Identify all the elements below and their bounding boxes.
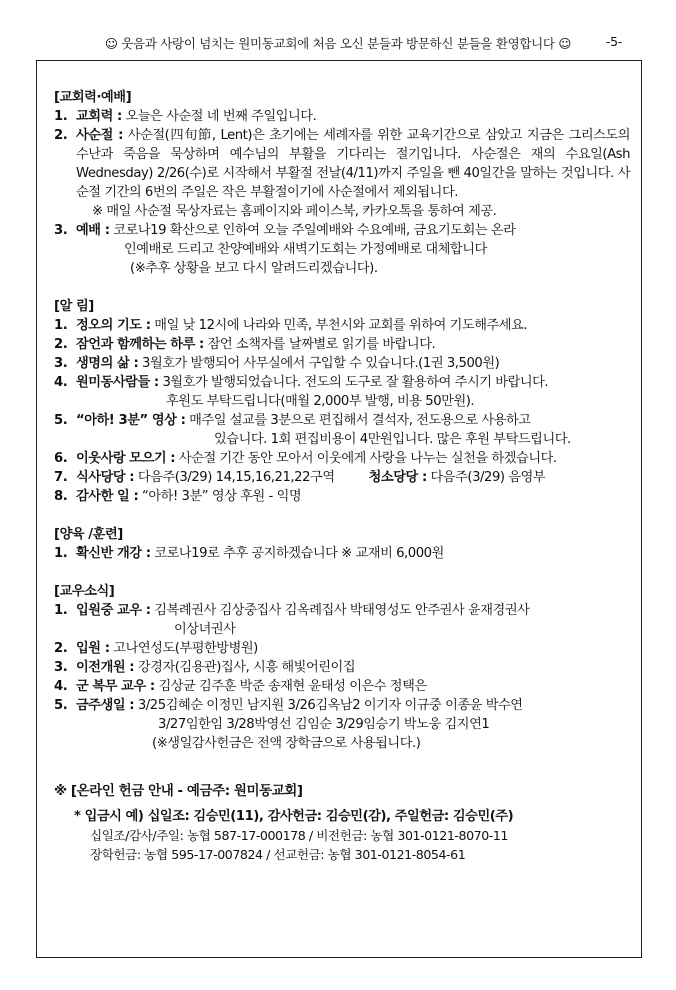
item-number: 2. bbox=[54, 337, 68, 352]
item-text: 매주일 설교를 3분으로 편집해서 결석자, 전도용으로 사용하고 bbox=[185, 413, 531, 428]
list-item bbox=[54, 373, 630, 392]
item-label: 확신반 개강 : bbox=[76, 546, 151, 561]
item-number: 2. bbox=[54, 128, 68, 143]
item-number: 1. bbox=[54, 109, 68, 124]
item-text: 잠언 소책자를 날짜별로 읽기를 바랍니다. bbox=[203, 337, 436, 352]
item-number: 3. bbox=[54, 223, 68, 238]
item-number: 8. bbox=[54, 489, 68, 504]
item-label: 생명의 삶 : bbox=[76, 356, 139, 371]
bulletin-content bbox=[54, 88, 630, 864]
list-item bbox=[54, 449, 630, 468]
list-item bbox=[54, 354, 630, 373]
item-continuation: 인예배로 드리고 찬양예배와 새벽기도회는 가정예배로 대체합니다 bbox=[124, 242, 487, 257]
item-text: 오늘은 사순절 네 번째 주일입니다. bbox=[121, 109, 317, 124]
item-label: 원미동사람들 : bbox=[76, 375, 159, 390]
item-label: 이웃사랑 모으기 : bbox=[76, 451, 176, 466]
item-label: 교회력 : bbox=[76, 109, 122, 124]
item-label: 이전개원 : bbox=[76, 660, 135, 675]
list-item bbox=[54, 316, 630, 335]
item-continuation: 이상녀권사 bbox=[174, 622, 236, 637]
item-text: 3월호가 발행되어 사무실에서 구입할 수 있습니다.(1권 3,500원) bbox=[138, 356, 500, 371]
list-item bbox=[54, 544, 630, 563]
item-text: “아하! 3분” 영상 후원 - 익명 bbox=[138, 489, 302, 504]
item-text: 다음주(3/29) 음영부 bbox=[426, 470, 546, 485]
list-item bbox=[54, 221, 630, 240]
item-note: (※생일감사헌금은 전액 장학금으로 사용됩니다.) bbox=[152, 736, 421, 751]
section-title-training: [양육 /훈련] bbox=[54, 527, 123, 542]
item-number: 1. bbox=[54, 546, 68, 561]
item-label: 식사당당 : bbox=[76, 470, 135, 485]
item-text: 김복례권사 김상중집사 김옥례집사 박태영성도 안주권사 윤재경권사 bbox=[150, 603, 530, 618]
item-number: 3. bbox=[54, 660, 68, 675]
item-text: 강경자(김용관)집사, 시흥 해빛어린이집 bbox=[134, 660, 356, 675]
item-label: “아하! 3분” 영상 : bbox=[76, 413, 186, 428]
list-item bbox=[54, 487, 630, 506]
list-item bbox=[54, 658, 630, 677]
item-continuation: 후원도 부탁드립니다(매월 2,000부 발행, 비용 50만원). bbox=[166, 394, 475, 409]
list-item bbox=[54, 601, 630, 620]
item-label: 입원 : bbox=[76, 641, 110, 656]
item-number: 6. bbox=[54, 451, 68, 466]
welcome-message: ☺ 웃음과 사랑이 넘치는 원미동교회에 처음 오신 분들과 방문하신 분들을 환영합니다 ☺ bbox=[104, 36, 572, 51]
item-continuation: 있습니다. 1회 편집비용이 4만원입니다. 많은 후원 부탁드립니다. bbox=[214, 432, 571, 447]
item-number: 4. bbox=[54, 375, 68, 390]
item-label: 사순절 : bbox=[76, 128, 123, 143]
offering-accounts-2: 장학헌금: 농협 595-17-007824 / 선교헌금: 농협 301-0121-8054-61 bbox=[90, 847, 466, 862]
item-text: 3/25김혜순 이정민 남지원 3/26김옥남2 이기자 이규중 이종윤 박수연 bbox=[134, 698, 523, 713]
item-text: 사순절 기간 동안 모아서 이웃에게 사랑을 나누는 실천을 하겠습니다. bbox=[175, 451, 557, 466]
item-number: 1. bbox=[54, 318, 68, 333]
item-number: 7. bbox=[54, 470, 68, 485]
list-item bbox=[54, 677, 630, 696]
offering-accounts-1: 십일조/감사/주일: 농협 587-17-000178 / 비전헌금: 농협 301-0121-8070-11 bbox=[90, 828, 508, 843]
item-text: 코로나19 확산으로 인하여 오늘 주일예배와 수요예배, 금요기도회는 온라 bbox=[109, 223, 516, 238]
list-item bbox=[54, 107, 630, 126]
item-number: 5. bbox=[54, 698, 68, 713]
section-title-notices: [알 림] bbox=[54, 299, 94, 314]
page-number: -5- bbox=[605, 34, 622, 49]
item-label: 금주생일 : bbox=[76, 698, 135, 713]
item-number: 1. bbox=[54, 603, 68, 618]
item-label: 감사한 일 : bbox=[76, 489, 139, 504]
list-item bbox=[54, 468, 630, 487]
item-number: 2. bbox=[54, 641, 68, 656]
list-item bbox=[54, 126, 630, 221]
item-text: 사순절(四旬節, Lent)은 초기에는 세례자를 위한 교육기간으로 삼았고 지금은 그리스도의 수난과 죽음을 묵상하며 예수님의 부활을 기다리는 절기입니다. 사순절은 재의 수요일(Ash Wednesday) 2/26(수)로 시작해서 부활절 전날(4/11)까지 주일을 뺀 40일간을 말하는 것입니다. 사순절 기간의 6번의 주일은 작은 부활절이기에 사순절에서 제외됩니다. bbox=[76, 128, 630, 200]
item-label: 예배 : bbox=[76, 223, 110, 238]
item-text: 다음주(3/29) 14,15,16,21,22구역 bbox=[134, 470, 335, 485]
item-text: 매일 낮 12시에 나라와 민족, 부천시와 교회를 위하여 기도해주세요. bbox=[150, 318, 528, 333]
list-item bbox=[54, 639, 630, 658]
offering-example: * 입금시 예) 십일조: 김승민(11), 감사헌금: 김승민(감), 주일헌금: 김승민(주) bbox=[74, 809, 514, 824]
online-offering-title: ※ [온라인 헌금 안내 - 예금주: 원미동교회] bbox=[54, 783, 303, 799]
item-label: 입원중 교우 : bbox=[76, 603, 151, 618]
item-text: 3월호가 발행되었습니다. 전도의 도구로 잘 활용하여 주시기 바랍니다. bbox=[158, 375, 549, 390]
item-text: 김상균 김주훈 박준 송재현 윤태성 이은수 정택은 bbox=[154, 679, 427, 694]
item-label: 군 복무 교우 : bbox=[76, 679, 155, 694]
list-item bbox=[54, 411, 630, 430]
item-number: 5. bbox=[54, 413, 68, 428]
item-continuation: 3/27임한임 3/28박영선 김임순 3/29임승기 박노웅 김지연1 bbox=[158, 717, 490, 732]
item-text: 고나연성도(부평한방병원) bbox=[109, 641, 258, 656]
item-text: 코로나19로 추후 공지하겠습니다 ※ 교재비 6,000원 bbox=[150, 546, 444, 561]
item-label: 청소당당 : bbox=[368, 470, 427, 485]
list-item bbox=[54, 696, 630, 715]
list-item bbox=[54, 335, 630, 354]
item-label: 잠언과 함께하는 하루 : bbox=[76, 337, 204, 352]
item-label: 정오의 기도 : bbox=[76, 318, 151, 333]
item-note: ※ 매일 사순절 묵상자료는 홈페이지와 페이스북, 카카오톡을 통하여 제공. bbox=[92, 204, 497, 219]
item-note: (※추후 상황을 보고 다시 알려드리겠습니다). bbox=[130, 261, 378, 276]
item-number: 3. bbox=[54, 356, 68, 371]
section-title-calendar: [교회력·예배] bbox=[54, 90, 132, 105]
item-number: 4. bbox=[54, 679, 68, 694]
page-header bbox=[0, 34, 676, 52]
section-title-members: [교우소식] bbox=[54, 584, 115, 599]
